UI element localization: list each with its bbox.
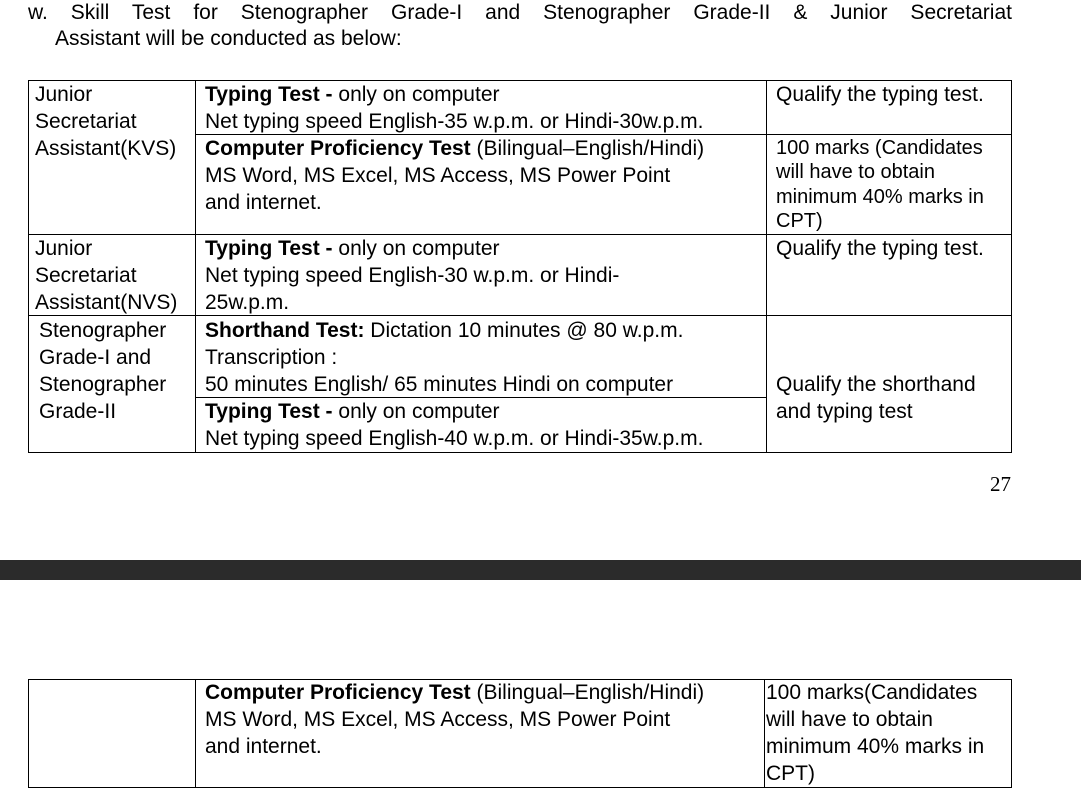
- kvs-post-line-2: Secretariat: [35, 110, 137, 133]
- cpt-result-3: minimum 40% marks in: [766, 735, 985, 758]
- nvs-post-line-1: Junior: [35, 237, 93, 260]
- heading-line-2: Assistant will be conducted as below:: [55, 27, 402, 50]
- kvs-cpt-title: Computer Proficiency Test (Bilingual–English/Hindi): [205, 137, 705, 160]
- kvs-cpt-result-2: will have to obtain: [776, 161, 935, 183]
- steno-post-line-4: Grade-II: [39, 400, 117, 423]
- cpt-result-1: 100 marks(Candidates: [766, 681, 978, 704]
- steno-post-line-1: Stenographer: [39, 319, 167, 342]
- heading-line-1: Skill Test for Stenographer Grade-I and Stenographer Grade-II & Junior Secretariat: [70, 1, 1012, 24]
- page-number: 27: [990, 472, 1011, 496]
- nvs-post-line-3: Assistant(NVS): [35, 291, 178, 314]
- nvs-post-line-2: Secretariat: [35, 264, 137, 287]
- nvs-typing-title: Typing Test - only on computer: [205, 237, 500, 260]
- kvs-cpt-result-1: 100 marks (Candidates: [776, 137, 983, 159]
- nvs-typing-speed: Net typing speed English-30 w.p.m. or Hindi-: [205, 264, 620, 287]
- kvs-post-line-3: Assistant(KVS): [35, 137, 177, 160]
- kvs-typing-speed: Net typing speed English-35 w.p.m. or Hindi-30w.p.m.: [205, 110, 704, 133]
- kvs-cpt-result-3: minimum 40% marks in: [776, 186, 984, 208]
- cpt-result-2: will have to obtain: [766, 708, 933, 731]
- page-divider: [0, 560, 1081, 580]
- steno-typing-speed: Net typing speed English-40 w.p.m. or Hindi-35w.p.m.: [205, 427, 704, 450]
- kvs-post-line-1: Junior: [35, 83, 93, 106]
- nvs-typing-speed-cont: 25w.p.m.: [205, 291, 290, 314]
- kvs-cpt-line-2: MS Word, MS Excel, MS Access, MS Power Point: [205, 164, 671, 187]
- steno-result-1: Qualify the shorthand: [776, 373, 976, 396]
- page-28: [0, 580, 1081, 801]
- steno-typing-title: Typing Test - only on computer: [205, 400, 500, 423]
- cpt-line-2: MS Word, MS Excel, MS Access, MS Power Point: [205, 708, 671, 731]
- steno-shorthand-title: Shorthand Test: Dictation 10 minutes @ 80 w.p.m.: [205, 319, 684, 342]
- nvs-typing-result: Qualify the typing test.: [776, 237, 984, 260]
- section-heading: [28, 0, 1012, 26]
- kvs-cpt-line-3: and internet.: [205, 191, 322, 214]
- steno-transcription-time: 50 minutes English/ 65 minutes Hindi on computer: [205, 373, 674, 396]
- steno-result-2: and typing test: [776, 400, 913, 423]
- kvs-typing-title: Typing Test - only on computer: [205, 83, 500, 106]
- kvs-typing-result: Qualify the typing test.: [776, 83, 984, 106]
- steno-post-line-3: Stenographer: [39, 373, 167, 396]
- steno-transcription: Transcription :: [205, 346, 338, 369]
- cpt-title: Computer Proficiency Test (Bilingual–English/Hindi): [205, 681, 705, 704]
- kvs-cpt-result-4: CPT): [776, 210, 823, 232]
- cpt-result-4: CPT): [766, 762, 815, 785]
- cpt-line-3: and internet.: [205, 735, 322, 758]
- steno-post-line-2: Grade-I and: [39, 346, 152, 369]
- heading-marker: w.: [28, 1, 48, 24]
